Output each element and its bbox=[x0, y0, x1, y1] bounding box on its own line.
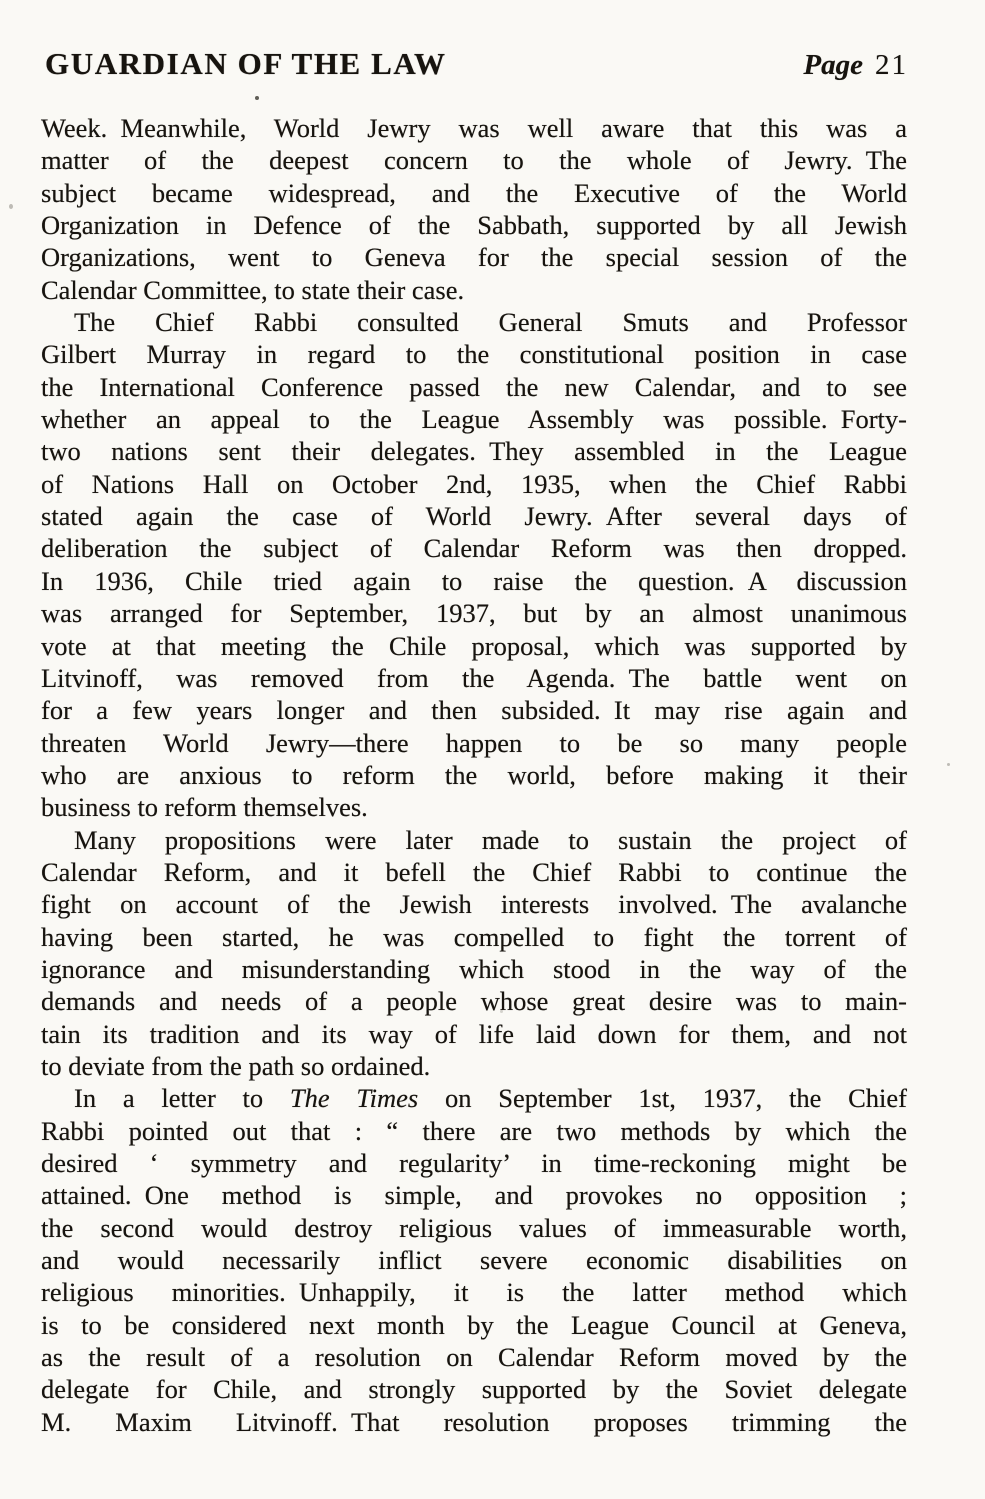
text-run: Calendar Committee, to state their case. bbox=[41, 274, 465, 305]
text-run: Litvinoff, was removed from the Agenda. The battle went on bbox=[41, 662, 907, 693]
text-run: M. Maxim Litvinoff. That resolution proposes trimming the bbox=[41, 1406, 907, 1437]
text-line bbox=[41, 1406, 907, 1438]
page-word: Page bbox=[803, 49, 863, 81]
text-line bbox=[41, 1309, 907, 1341]
text-run: vote at that meeting the Chile proposal, which was supported by bbox=[41, 630, 907, 661]
text-line bbox=[41, 241, 907, 273]
text-run: business to reform themselves. bbox=[41, 792, 368, 823]
text-run: tain its tradition and its way of life laid down for them, and not bbox=[41, 1018, 907, 1049]
text-line bbox=[41, 338, 907, 370]
text-line bbox=[41, 306, 907, 338]
text-run: as the result of a resolution on Calendar Reform moved by the bbox=[41, 1342, 907, 1373]
text-line bbox=[41, 597, 907, 629]
text-run: Organization in Defence of the Sabbath, supported by all Jewish bbox=[41, 210, 907, 241]
text-run: and would necessarily inflict severe economic disabilities on bbox=[41, 1245, 907, 1276]
text-line bbox=[41, 371, 907, 403]
page-number-label bbox=[803, 49, 908, 82]
text-line bbox=[41, 1147, 907, 1179]
text-run: on September 1st, 1937, the Chief bbox=[418, 1083, 907, 1114]
text-run: Week. Meanwhile, World Jewry was well aware that this was a bbox=[41, 113, 907, 143]
text-line bbox=[41, 500, 907, 532]
paragraph bbox=[41, 1082, 907, 1438]
italic-text: The Times bbox=[289, 1083, 419, 1114]
text-run: demands and needs of a people whose great desire was to main- bbox=[41, 986, 907, 1017]
text-run: Gilbert Murray in regard to the constitutional position in case bbox=[41, 339, 907, 370]
page-number: 21 bbox=[875, 49, 908, 81]
running-head-title: GUARDIAN OF THE LAW bbox=[45, 46, 447, 81]
text-run: deliberation the subject of Calendar Reform was then dropped. bbox=[41, 533, 907, 564]
text-run: attained. One method is simple, and provokes no opposition ; bbox=[41, 1180, 907, 1211]
text-line bbox=[41, 727, 907, 759]
text-run: Calendar Reform, and it befell the Chief Rabbi to continue the bbox=[41, 856, 907, 887]
paragraph bbox=[41, 112, 907, 306]
text-run: was arranged for September, 1937, but by an almost unanimous bbox=[41, 598, 907, 629]
text-line bbox=[41, 953, 907, 985]
text-line bbox=[41, 630, 907, 662]
text-run: matter of the deepest concern to the whole of Jewry. The bbox=[41, 145, 907, 176]
text-line bbox=[41, 1341, 907, 1373]
text-line bbox=[41, 791, 907, 823]
text-line bbox=[41, 1018, 907, 1050]
text-line bbox=[41, 435, 907, 467]
text-line bbox=[41, 177, 907, 209]
text-line bbox=[41, 1082, 907, 1114]
text-line bbox=[41, 985, 907, 1017]
text-line bbox=[41, 1212, 907, 1244]
text-run: The Chief Rabbi consulted General Smuts and Professor bbox=[74, 307, 907, 338]
text-line bbox=[41, 532, 907, 564]
text-line bbox=[41, 662, 907, 694]
text-line bbox=[41, 112, 907, 144]
text-run: is to be considered next month by the League Council at Geneva, bbox=[41, 1309, 907, 1340]
text-line bbox=[41, 1115, 907, 1147]
text-line bbox=[41, 1276, 907, 1308]
text-run: subject became widespread, and the Executive of the World bbox=[41, 177, 907, 208]
text-run: two nations sent their delegates. They assembled in the League bbox=[41, 436, 907, 467]
text-run: of Nations Hall on October 2nd, 1935, when the Chief Rabbi bbox=[41, 468, 907, 499]
text-run: religious minorities. Unhappily, it is the latter method which bbox=[41, 1277, 907, 1308]
scan-speckle bbox=[500, 1010, 503, 1013]
text-run: having been started, he was compelled to fight the torrent of bbox=[41, 921, 907, 952]
text-line bbox=[41, 888, 907, 920]
text-run: stated again the case of World Jewry. After several days of bbox=[41, 501, 907, 532]
scan-speckle bbox=[9, 204, 13, 209]
text-run: the International Conference passed the new Calendar, and to see bbox=[41, 371, 907, 402]
text-run: ignorance and misunderstanding which stood in the way of the bbox=[41, 953, 907, 984]
scan-speckle bbox=[947, 763, 950, 766]
text-line bbox=[41, 694, 907, 726]
text-run: fight on account of the Jewish interests involved. The avalanche bbox=[41, 889, 907, 920]
text-run: Many propositions were later made to sustain the project of bbox=[74, 824, 907, 855]
scan-speckle bbox=[255, 96, 259, 100]
text-run: threaten World Jewry—there happen to be so many people bbox=[41, 727, 907, 758]
text-line bbox=[41, 1050, 907, 1082]
text-line bbox=[41, 759, 907, 791]
paragraph bbox=[41, 306, 907, 824]
page-body bbox=[41, 112, 907, 1438]
text-run: In a letter to bbox=[74, 1083, 290, 1114]
paragraph bbox=[41, 824, 907, 1083]
text-run: delegate for Chile, and strongly supported by the Soviet delegate bbox=[41, 1374, 907, 1405]
text-line bbox=[41, 144, 907, 176]
text-line bbox=[41, 921, 907, 953]
text-run: who are anxious to reform the world, before making it their bbox=[41, 759, 907, 790]
text-run: for a few years longer and then subsided. It may rise again and bbox=[41, 695, 907, 726]
running-head bbox=[45, 46, 908, 82]
text-run: desired ‘ symmetry and regularity’ in time-reckoning might be bbox=[41, 1148, 907, 1178]
text-line bbox=[41, 1244, 907, 1276]
text-run: to deviate from the path so ordained. bbox=[41, 1050, 431, 1081]
text-line bbox=[41, 856, 907, 888]
text-run: the second would destroy religious values of immeasurable worth, bbox=[41, 1212, 907, 1243]
text-line bbox=[41, 1373, 907, 1405]
text-run: Organizations, went to Geneva for the special session of the bbox=[41, 242, 907, 273]
text-line bbox=[41, 1179, 907, 1211]
text-run: In 1936, Chile tried again to raise the question. A discussion bbox=[41, 565, 907, 596]
text-line bbox=[41, 468, 907, 500]
text-line bbox=[41, 824, 907, 856]
text-line bbox=[41, 274, 907, 306]
text-line bbox=[41, 565, 907, 597]
text-run: whether an appeal to the League Assembly was possible. Forty- bbox=[41, 404, 907, 435]
text-run: Rabbi pointed out that : “ there are two methods by which the bbox=[41, 1115, 907, 1146]
text-line bbox=[41, 209, 907, 241]
text-line bbox=[41, 403, 907, 435]
